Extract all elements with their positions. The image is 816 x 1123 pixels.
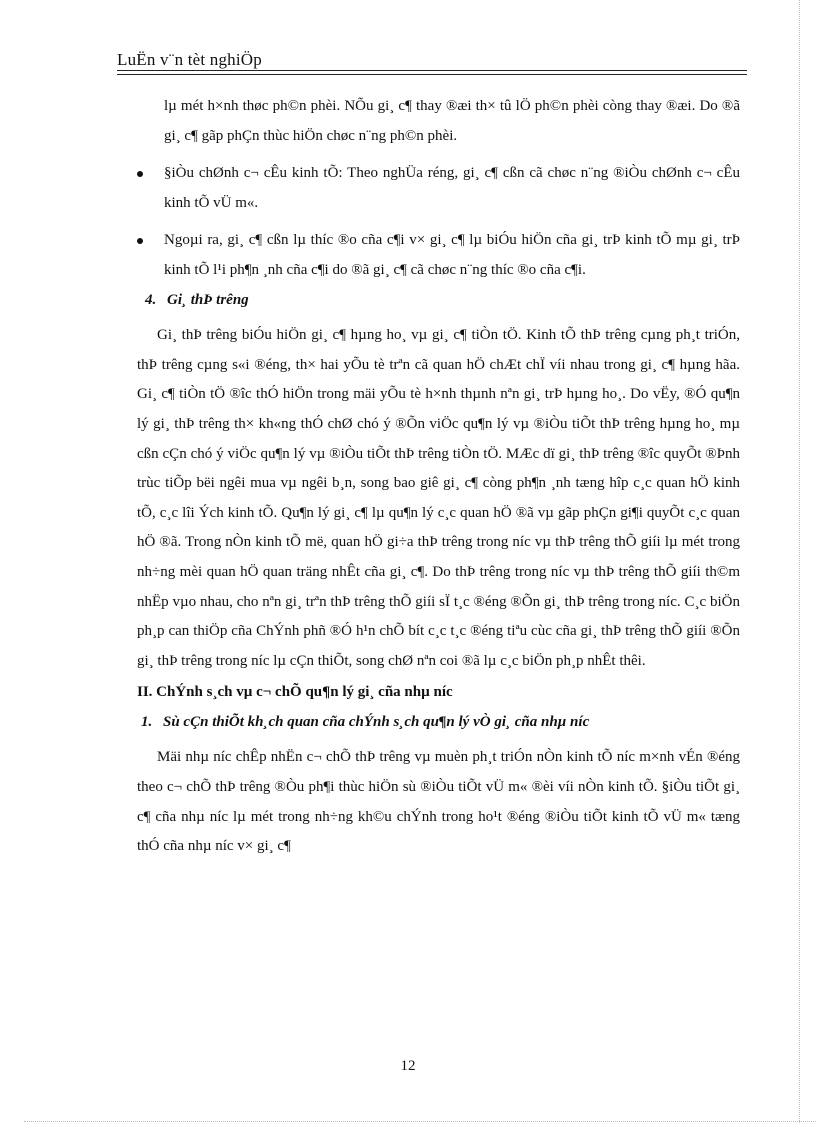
- page-edge-bottom: [24, 1121, 816, 1122]
- heading-1-text: Sù cÇn thiÕt kh¸ch quan cña chÝnh s¸ch qu¶n lý vÒ gi¸ cña nhµ níc: [163, 713, 590, 730]
- paragraph-necessity: Mäi nhµ níc chÊp nhËn c¬ chÕ thÞ trêng vµ muèn ph¸t triÓn nÒn kinh tÕ níc m×nh vÉn ®éng theo c¬ chÕ thÞ trêng ®Òu ph¶i thùc hiÖn sù ®iÒu tiÕt vÜ m« ®èi víi nÒn kinh tÕ. §iÒu tiÕt gi¸ c¶ cña nhµ níc lµ mét trong nh÷ng kh©u chÝnh trong ho¹t ®éng ®iÒu tiÕt kinh tÕ vÜ m« tæng thÓ cña nhµ níc v× gi¸ c¶: [137, 749, 740, 855]
- heading-4-number: 4.: [145, 291, 157, 308]
- bullet-dot-icon: [137, 238, 143, 244]
- heading-1: [141, 708, 740, 738]
- header-rule-thick: [117, 70, 747, 71]
- page-body: [137, 92, 740, 862]
- bullet-item: [137, 226, 740, 285]
- bullet-dot-icon: [137, 171, 143, 177]
- intro-paragraph: lµ mét h×nh thøc ph©n phèi. NÕu gi¸ c¶ thay ®æi th× tû lÖ ph©n phèi còng thay ®æi. Do ®ã gi¸ c¶ gãp phÇn thùc hiÖn chøc n¨ng ph©n phèi.: [164, 98, 740, 144]
- header-rule-thin: [117, 74, 747, 75]
- bullet-text: Ngoµi ra, gi¸ c¶ cßn lµ thíc ®o cña c¶i v× gi¸ c¶ lµ biÓu hiÖn cña gi¸ trÞ kinh tÕ mµ gi¸ trÞ kinh tÕ l¹i ph¶n ¸nh cña c¶i do ®ã gi¸ c¶ cã chøc n¨ng thíc ®o cña c¶i.: [164, 232, 740, 278]
- bullet-text: §iÒu chØnh c¬ cÊu kinh tÕ: Theo nghÜa réng, gi¸ c¶ cßn cã chøc n¨ng ®iÒu chØnh c¬ cÊu kinh tÕ vÜ m«.: [164, 165, 740, 211]
- paragraph-market-price: Gi¸ thÞ trêng biÓu hiÖn gi¸ c¶ hµng ho¸ vµ gi¸ c¶ tiÒn tÖ. Kinh tÕ thÞ trêng cµng ph¸t triÓn, thÞ trêng cµng s«i ®éng, th× hai yÕu tè trªn cã quan hÖ chÆt chÏ víi nhau trong gi¸ c¶ hµng hãa. Gi¸ c¶ tiÒn tÖ ®îc thÓ hiÖn trong mäi yÕu tè h×nh thµnh nªn gi¸ trÞ hµng ho¸. Do vËy, ®Ó qu¶n lý gi¸ thÞ trêng th× kh«ng thÓ chØ chó ý ®Õn viÖc qu¶n lý vµ ®iÒu tiÕt thÞ trêng hµng ho¸ mµ cßn cÇn chó ý viÖc qu¶n lý vµ ®iÒu tiÕt thÞ trêng tiÒn tÖ. MÆc dï gi¸ thÞ trêng ®îc quyÕt ®Þnh trùc tiÕp bëi ngêi mua vµ ngêi b¸n, song bao giê gi¸ c¶ còng ph¶n ¸nh tæng hîp c¸c quan hÖ kinh tÕ, c¸c lîi Ých kinh tÕ. Qu¶n lý gi¸ c¶ lµ qu¶n lý c¸c quan hÖ ®ã vµ gãp phÇn gi¶i quyÕt c¸c quan hÖ ®ã. Trong nÒn kinh tÕ më, quan hÖ gi÷a thÞ trêng trong níc vµ thÞ trêng thÕ giíi lµ mét trong nh÷ng mèi quan hÖ quan träng nhÊt cña gi¸ c¶. Do thÞ trêng trong níc vµ thÞ trêng thÕ giíi th©m nhËp vµo nhau, cho nªn gi¸ trªn thÞ trêng thÕ giíi sÏ t¸c ®éng ®Õn gi¸ thÞ trêng trong níc. C¸c biÖn ph¸p can thiÖp cña ChÝnh phñ ®Ó h¹n chÕ bít c¸c t¸c ®éng tiªu cùc cña gi¸ thÞ trêng thÕ giíi ®Õn gi¸ thÞ trêng trong níc lµ cÇn thiÕt, song chØ nªn coi ®ã lµ c¸c biÖn ph¸p nhÊt thêi.: [137, 327, 740, 669]
- heading-1-number: 1.: [141, 713, 153, 730]
- running-header: LuËn v¨n tèt nghiÖp: [117, 50, 262, 69]
- bullet-item: [137, 159, 740, 218]
- heading-4: [145, 286, 740, 316]
- section-ii-title: II. ChÝnh s¸ch vµ c¬ chÕ qu¶n lý gi¸ cña nhµ níc: [137, 684, 453, 701]
- page-edge-right: [799, 0, 800, 1123]
- page-number: 12: [400, 1058, 416, 1074]
- heading-4-text: Gi¸ thÞ trêng: [167, 291, 249, 308]
